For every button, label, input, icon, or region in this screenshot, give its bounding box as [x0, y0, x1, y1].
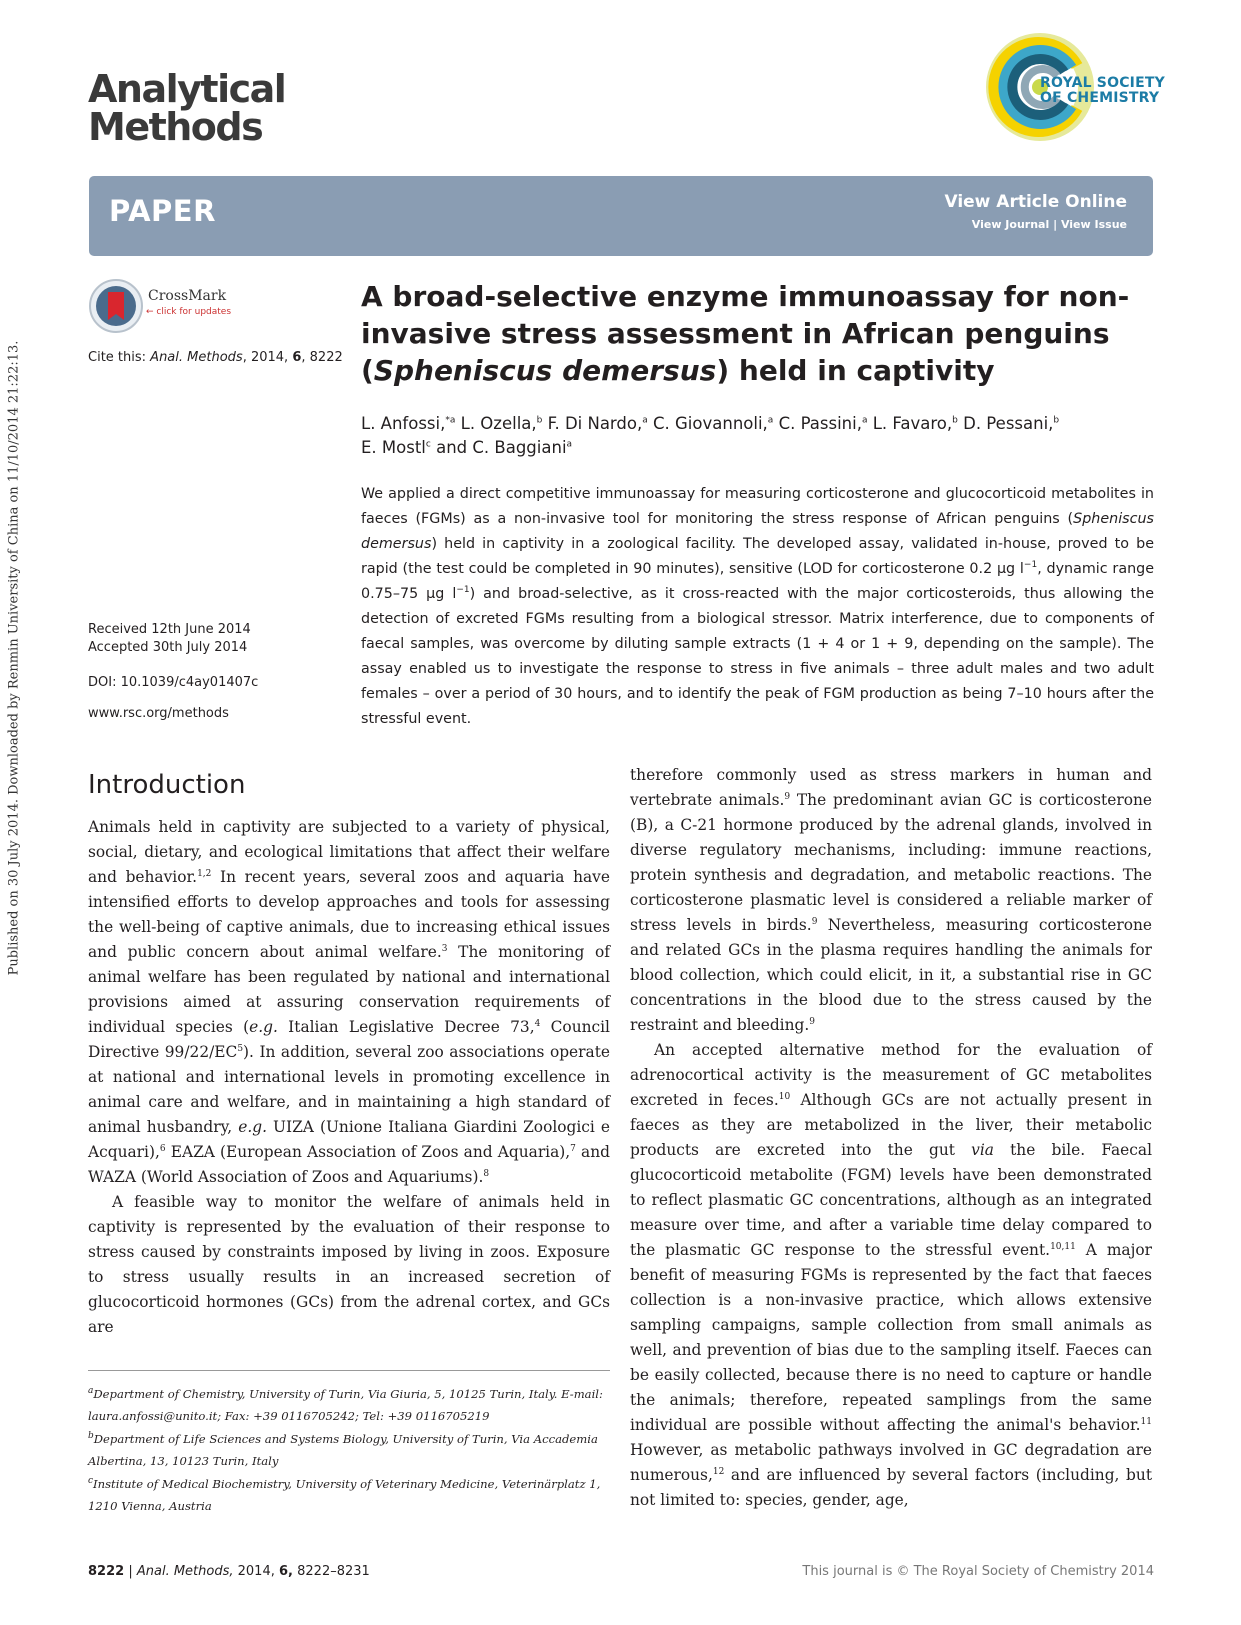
footer-volume: 6,	[279, 1564, 293, 1579]
paragraph: A feasible way to monitor the welfare of animals held in captivity is represented by the evaluation of their response to stress caused by constraints imposed by living in zoos. Exposure to stress usually results in an increased secretion of glucocorticoid hormones (GCs) from the adrenal cortex, and GCs are	[88, 1193, 610, 1336]
abstract-superscript: −1	[1023, 560, 1038, 571]
author-affiliation: b	[536, 415, 543, 426]
cite-volume: 6	[292, 350, 302, 365]
footnote-mark: b	[88, 1431, 94, 1442]
body-text: the bile. Faecal glucocorticoid metabolite (FGM) levels have been demonstrated to reflect plasmatic GC concentrations, although as an integrated measure over time, and after a variable time delay compared to the plasmatic GC response to the stressful event.	[630, 1141, 1152, 1259]
citation-ref[interactable]: 6	[159, 1143, 166, 1154]
body-text: However, as metabolic pathways involved in GC degradation are numerous,	[630, 1441, 1152, 1484]
author-affiliation: a	[861, 415, 868, 426]
publisher-name-line2: OF CHEMISTRY	[1040, 90, 1160, 106]
publisher-name-line1: ROYAL SOCIETY	[1040, 75, 1165, 91]
body-text: UIZA (Unione Italiana Giardini Zoologici e Acquari),	[88, 1118, 610, 1161]
author-name: F. Di Nardo,	[547, 414, 643, 433]
view-issue-link[interactable]: View Issue	[1060, 218, 1127, 231]
body-text: and WAZA (World Association of Zoos and Aquariums).	[88, 1143, 610, 1186]
author-name: and C. Baggiani	[436, 438, 567, 457]
paragraph	[630, 763, 1152, 1038]
author-affiliation: b	[952, 415, 958, 426]
citation-ref[interactable]: 4	[534, 1018, 541, 1029]
publisher-name	[1040, 76, 1165, 106]
accepted-date: Accepted 30th July 2014	[88, 640, 248, 655]
author[interactable]	[548, 414, 648, 433]
arrow-left-icon: ←	[146, 307, 157, 317]
citation-ref[interactable]: 1,2	[197, 868, 212, 879]
crossmark-subtitle-text: click for updates	[156, 307, 232, 317]
body-text: therefore commonly used as stress markers in human and vertebrate animals.	[630, 766, 1152, 809]
article-title	[361, 278, 1161, 389]
citation-ref[interactable]: 9	[811, 916, 818, 927]
crossmark-subtitle[interactable]	[146, 307, 231, 317]
citation-ref[interactable]: 8	[483, 1168, 490, 1179]
body-text: Although GCs are not actually present in faeces as they are metabolized in the liver, their metabolic products are excreted into the gut	[630, 1091, 1152, 1159]
author[interactable]	[461, 414, 543, 433]
cite-comma: ,	[242, 350, 247, 365]
author-list	[361, 412, 1161, 460]
author-name: D. Pessani,	[963, 414, 1054, 433]
body-right-column	[630, 763, 1152, 1513]
author-name: L. Favaro,	[872, 414, 953, 433]
author-name: C. Giovannoli,	[653, 414, 768, 433]
footer-year: 2014,	[237, 1564, 275, 1579]
footnote-text: Department of Life Sciences and Systems Biology, University of Turin, Via Accademia Albertina, 13, 10123 Turin, Italy	[88, 1432, 598, 1468]
body-left-column	[88, 815, 610, 1340]
citation-ref[interactable]: 10,11	[1050, 1241, 1076, 1252]
title-part-1: A broad-selective enzyme immunoassay for non-invasive stress assessment in African penguins (	[361, 280, 1130, 387]
author-affiliation: c	[425, 439, 431, 450]
body-italic: via	[971, 1141, 994, 1159]
banner-link-separator: |	[1053, 218, 1058, 231]
cite-journal: Anal. Methods	[150, 350, 243, 365]
footer-journal: Anal. Methods,	[136, 1564, 234, 1579]
body-text: In recent years, several zoos and aquaria have intensified efforts to develop approaches and tools for assessing the well-being of captive animals, due to increasing ethical issues and public concern about animal welfare.	[88, 868, 610, 961]
footnote	[88, 1473, 610, 1517]
journal-name-line1: Analytical	[88, 67, 286, 111]
footnote-divider	[88, 1370, 610, 1371]
body-text: Nevertheless, measuring corticosterone and related GCs in the plasma requires handling the animals for blood collection, which could elicit, in it, a substantial rise in GC concentrations in the blood due to the stress caused by the restraint and bleeding.	[630, 916, 1152, 1034]
article-type-label: PAPER	[109, 194, 216, 228]
author[interactable]	[779, 414, 868, 433]
journal-name-line2: Methods	[88, 105, 263, 149]
body-italic: e.g.	[249, 1018, 278, 1036]
body-text: Council Directive 99/22/EC	[88, 1018, 610, 1061]
citation-ref[interactable]: 5	[237, 1043, 244, 1054]
author-affiliation: a	[642, 415, 648, 426]
citation-ref[interactable]: 12	[712, 1466, 725, 1477]
title-part-2: ) held in captivity	[716, 354, 995, 387]
footer-pages: 8222–8231	[297, 1564, 370, 1579]
author-affiliation: *a	[445, 415, 456, 426]
footer-separator: |	[128, 1564, 133, 1579]
author[interactable]	[436, 438, 572, 457]
author[interactable]	[361, 414, 455, 433]
page-footer-left	[88, 1564, 370, 1579]
journal-url-link[interactable]: www.rsc.org/methods	[88, 706, 229, 721]
citation-ref[interactable]: 9	[809, 1016, 815, 1027]
cite-this	[88, 350, 343, 365]
author-affiliation: a	[767, 415, 774, 426]
body-text: The monitoring of animal welfare has been regulated by national and international provisions aimed at assuring conservation requirements of individual species (	[88, 943, 610, 1036]
citation-ref[interactable]: 9	[784, 791, 791, 802]
author-affiliation: a	[566, 439, 573, 450]
footnote-mark: c	[88, 1476, 94, 1487]
journal-name[interactable]	[88, 67, 286, 149]
footnote-mark: a	[88, 1386, 94, 1397]
cite-page: 8222	[309, 350, 343, 365]
paragraph	[88, 815, 610, 1190]
view-journal-link[interactable]: View Journal	[971, 218, 1050, 231]
affiliation-footnotes	[88, 1383, 610, 1518]
footnote-text: Department of Chemistry, University of Turin, Via Giuria, 5, 10125 Turin, Italy. E-mail: laura.anfossi@unito.it; Fax: +39 0116705242; Tel: +39 0116705219	[88, 1387, 603, 1423]
citation-ref[interactable]: 7	[570, 1143, 576, 1154]
citation-ref[interactable]: 11	[1140, 1416, 1152, 1427]
body-text: Animals held in captivity are subjected to a variety of physical, social, dietary, and ecological limitations that affect their welfare and behavior.	[88, 818, 610, 886]
abstract-superscript: −1	[456, 585, 470, 596]
author-name: E. Mostl	[361, 438, 426, 457]
download-side-note	[4, 338, 24, 978]
author[interactable]	[963, 414, 1059, 433]
body-text: Italian Legislative Decree 73,	[277, 1018, 535, 1036]
body-text: The predominant avian GC is corticosterone (B), a C-21 hormone produced by the adrenal glands, involved in diverse regulatory mechanisms, including: immune reactions, protein synthesis and degradation, and metabolic reactions. The corticosterone plasmatic level is considered a reliable marker of stress levels in birds.	[630, 791, 1152, 934]
footnote	[88, 1383, 610, 1427]
citation-ref[interactable]: 10	[778, 1091, 791, 1102]
abstract-text: ) held in captivity in a zoological facility. The developed assay, validated in-house, proved to be rapid (the test could be completed in 90 minutes), sensitive (LOD for corticosterone 0.2 μg l	[361, 536, 1154, 577]
abstract-species: Spheniscus demersus	[361, 511, 1154, 552]
view-article-online-link[interactable]: View Article Online	[944, 192, 1127, 212]
abstract-text: We applied a direct competitive immunoassay for measuring corticosterone and glucocorticoid metabolites in faeces (FGMs) as a non-invasive tool for monitoring the stress response of African penguins (	[361, 486, 1154, 527]
abstract	[361, 482, 1154, 732]
body-text: ). In addition, several zoo associations operate at national and international levels in promoting excellence in animal care and welfare, and in maintaining a high standard of animal husbandry,	[88, 1043, 610, 1136]
abstract-text: ) and broad-selective, as it cross-reacted with the major corticosteroids, thus allowing the detection of excreted FGMs resulting from a biological stressor. Matrix interference, due to components of faecal samples, was overcome by diluting sample extracts (1 + 4 or 1 + 9, depending on the sample). The assay enabled us to investigate the response to stress in five animals – three adult males and two adult females – over a period of 30 hours, and to identify the peak of FGM production as being 7–10 hours after the stressful event.	[361, 586, 1154, 727]
doi[interactable]: DOI: 10.1039/c4ay01407c	[88, 675, 259, 690]
author-name: L. Ozella,	[460, 414, 537, 433]
author-name: L. Anfossi,	[361, 414, 446, 433]
cite-year: 2014,	[250, 350, 289, 365]
banner-links	[972, 218, 1127, 231]
cite-prefix: Cite this:	[88, 350, 147, 365]
author-affiliation: b	[1053, 415, 1060, 426]
paper-banner	[89, 176, 1153, 256]
author[interactable]	[361, 438, 431, 457]
side-note-text: Published on 30 July 2014. Downloaded by Renmin University of China on 11/10/2014 21:22:13.	[6, 340, 22, 976]
body-text: and are influenced by several factors (including, but not limited to: species, gender, age,	[630, 1466, 1152, 1509]
section-heading-introduction: Introduction	[88, 770, 246, 800]
citation-ref[interactable]: 3	[441, 943, 448, 954]
body-text: EAZA (European Association of Zoos and Aquaria),	[165, 1143, 571, 1161]
footnote-text: Institute of Medical Biochemistry, University of Veterinary Medicine, Veterinärplatz 1, 1210 Vienna, Austria	[88, 1477, 601, 1513]
page-number: 8222	[88, 1564, 125, 1579]
body-text: A major benefit of measuring FGMs is represented by the fact that faeces collection is a non-invasive practice, which allows extensive sampling campaigns, sample collection from small animals as well, and prevention of bias due to the sampling itself. Faeces can be easily collected, because there is no need to capture or handle the animals; therefore, repeated samplings from the same individual are possible without affecting the animal's behavior.	[630, 1241, 1152, 1434]
paragraph	[630, 1038, 1152, 1513]
copyright-notice: This journal is © The Royal Society of Chemistry 2014	[802, 1564, 1154, 1579]
body-text: An accepted alternative method for the evaluation of adrenocortical activity is the measurement of GC metabolites excreted in feces.	[630, 1041, 1152, 1109]
crossmark-icon[interactable]	[88, 278, 148, 338]
author-name: C. Passini,	[778, 414, 862, 433]
crossmark-title[interactable]: CrossMark	[148, 288, 227, 304]
title-species: Spheniscus demersus	[373, 354, 717, 387]
abstract-text: , dynamic range 0.75–75 μg l	[361, 561, 1155, 602]
cite-comma-2: ,	[301, 350, 306, 365]
author[interactable]	[653, 414, 773, 433]
received-date: Received 12th June 2014	[88, 622, 251, 637]
body-italic: e.g.	[238, 1118, 267, 1136]
author[interactable]	[873, 414, 958, 433]
footnote	[88, 1428, 610, 1472]
